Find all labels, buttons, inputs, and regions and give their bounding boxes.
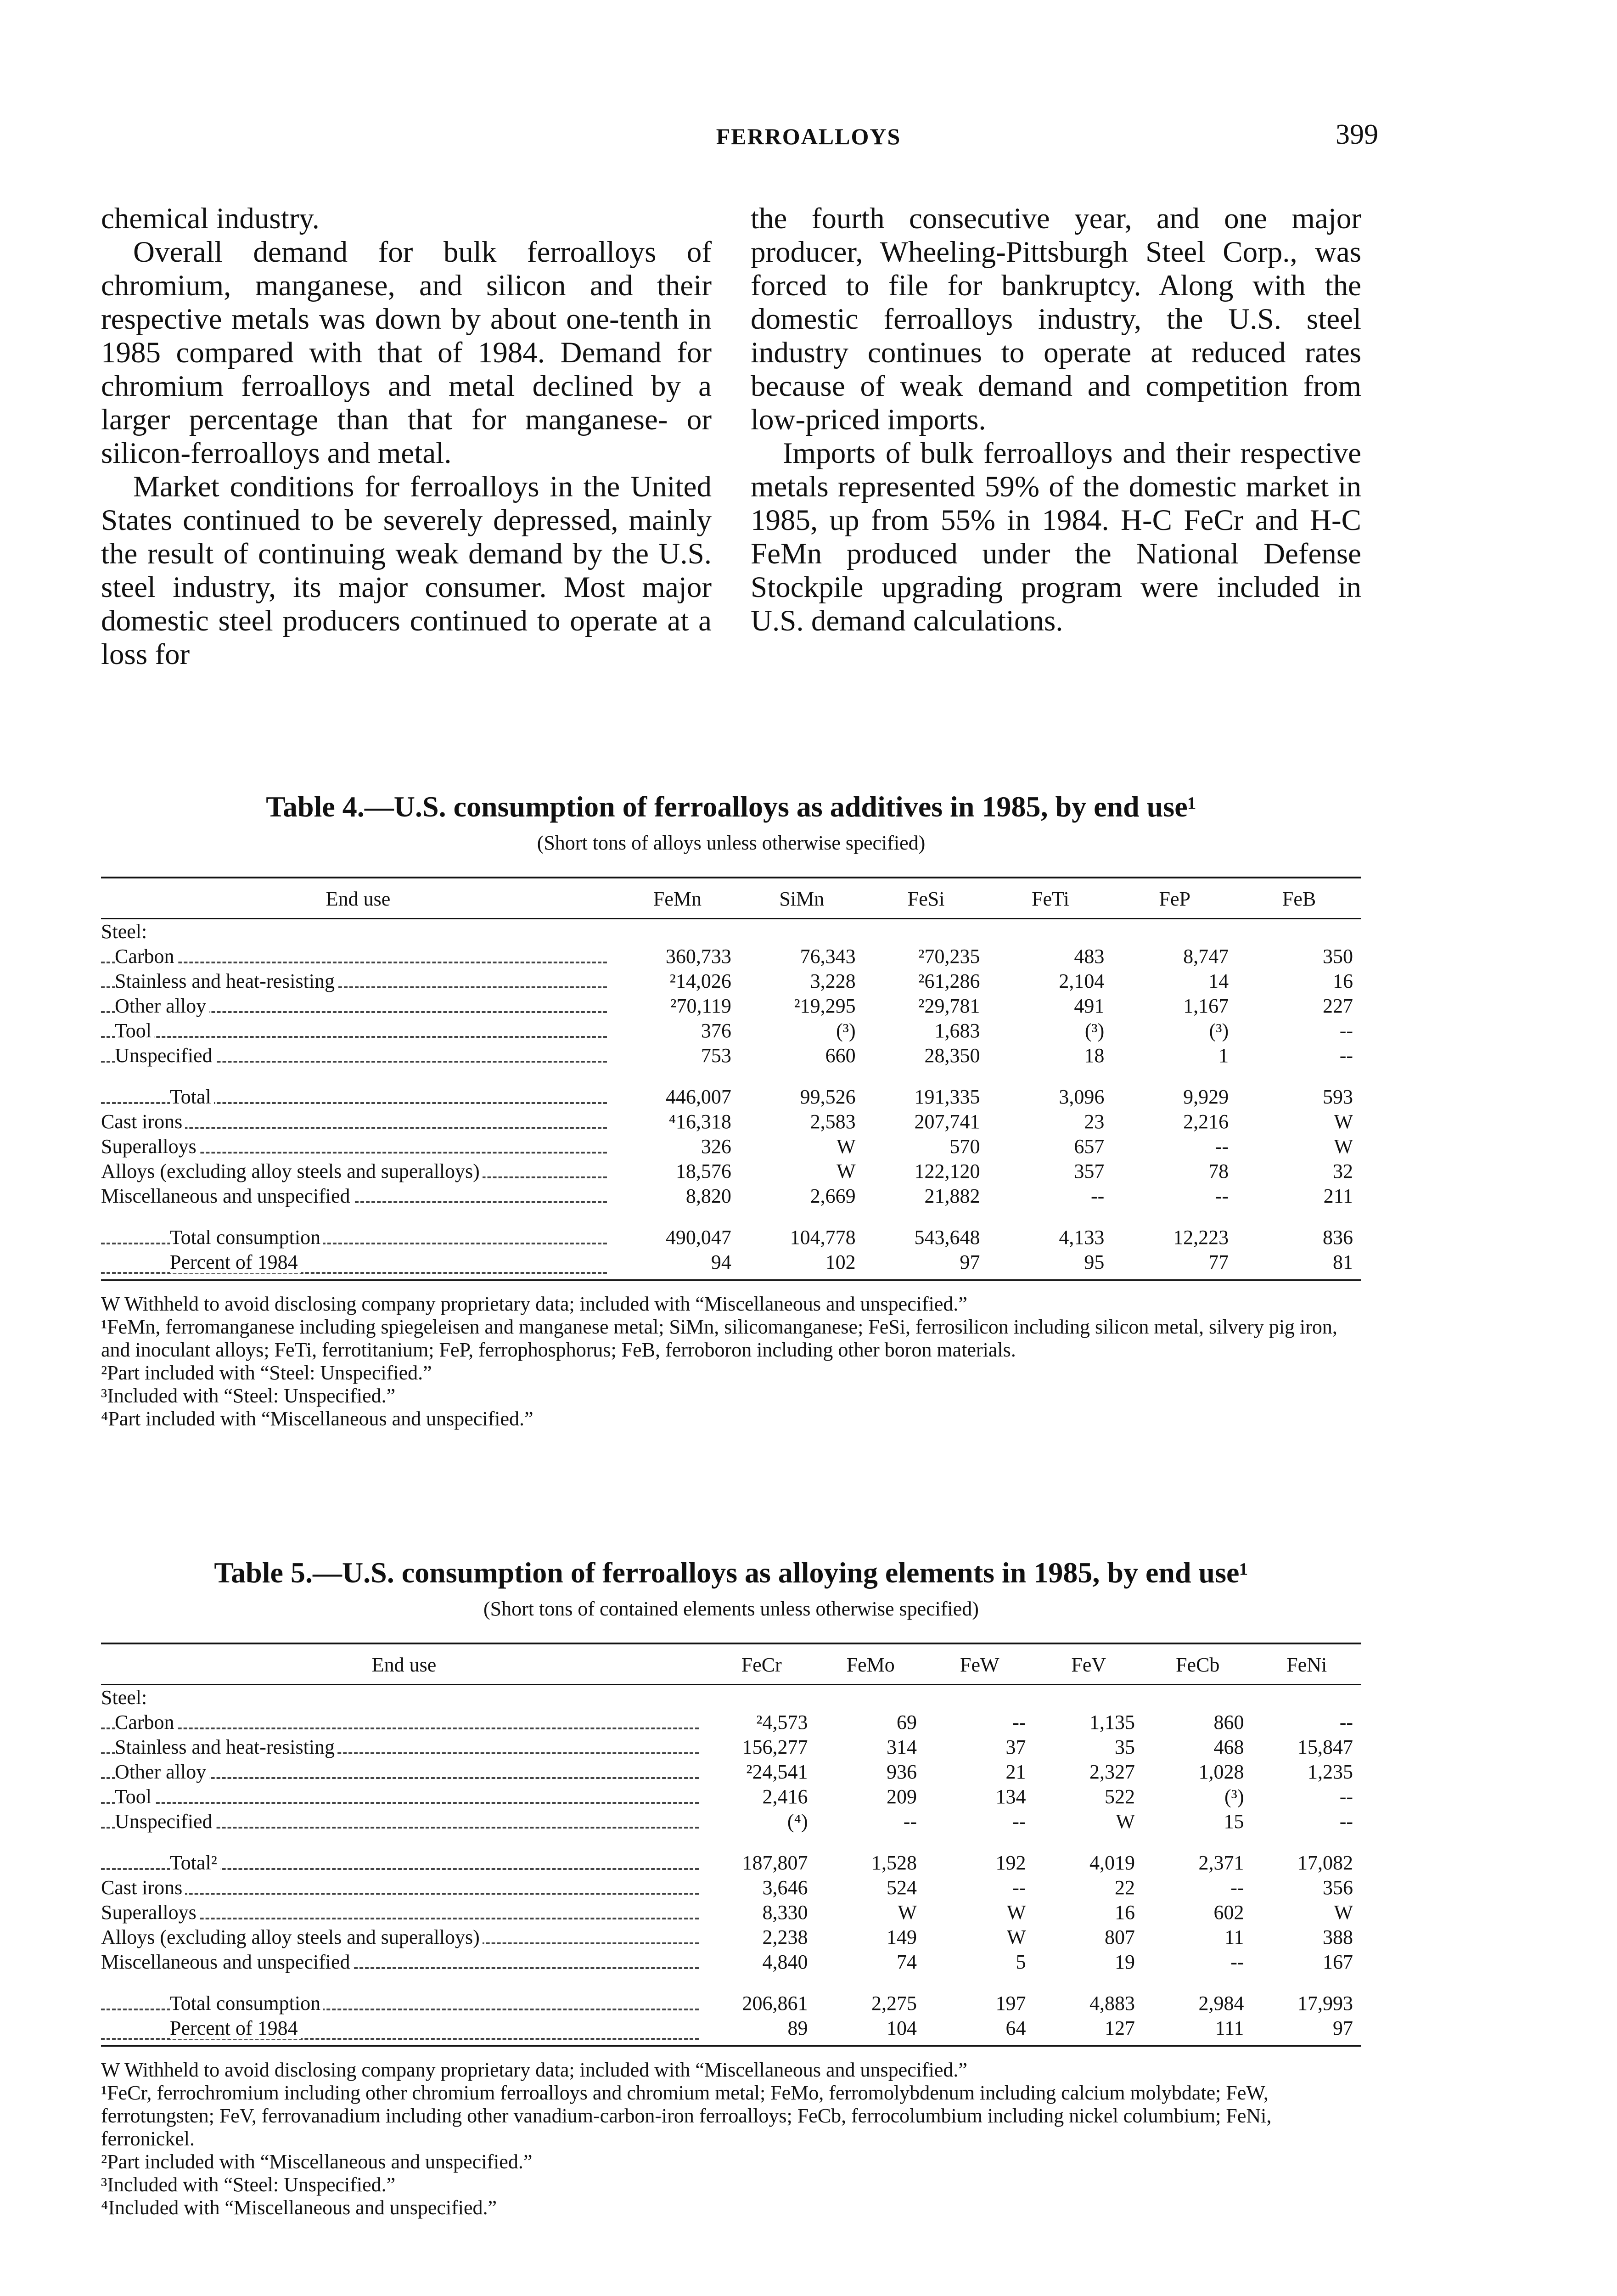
value-cell: 753 — [701, 1044, 731, 1067]
table-row — [101, 2016, 1361, 2046]
data-table — [101, 877, 1361, 1281]
value-cell: -- — [1012, 1711, 1026, 1733]
value-cell: 22 — [1115, 1876, 1135, 1899]
value-cell: 357 — [1074, 1160, 1105, 1182]
value-cell: 360,733 — [665, 945, 731, 968]
value-cell: 1,528 — [871, 1851, 917, 1874]
value-cell: -- — [1339, 1711, 1353, 1733]
value-cell: -- — [1215, 1135, 1229, 1158]
value-cell: 836 — [1323, 1226, 1353, 1249]
value-cell: 14 — [1208, 970, 1229, 992]
footnote: ¹FeMn, ferromanganese including spiegeleisen and manganese metal; SiMn, silicomanganese; FeSi, ferrosilicon including silicon metal, silvery pig iron, and inoculant alloys; FeTi, ferrotitanium; FeP, ferrophosphorus; FeB, ferroboron including other boron materials. — [101, 1316, 1337, 1361]
row-label: Percent of 1984 — [170, 1251, 301, 1273]
value-cell: 37 — [1005, 1736, 1026, 1758]
value-cell: W — [1006, 1901, 1026, 1924]
body-paragraph: the fourth consecutive year, and one major producer, Wheeling-Pittsburgh Steel Corp., was forced to file for bankruptcy. Along with the domestic ferroalloys industry, the U.S. steel industry continues to operate at reduced rates because of weak demand and competition from low-priced imports. — [751, 202, 1361, 436]
table-row — [101, 1950, 1361, 1975]
value-cell: 21 — [1005, 1761, 1026, 1783]
value-cell: 4,883 — [1089, 1992, 1135, 2015]
row-label: Stainless and heat-resisting — [115, 1736, 337, 1758]
column-header: End use — [101, 878, 615, 919]
value-cell: 660 — [825, 1044, 856, 1067]
body-paragraph: Overall demand for bulk ferroalloys of chromium, manganese, and silicon and their respective metals was down by about one-tenth in 1985 compared with that of 1984. Demand for chromium ferroalloys and metal declined by a larger percentage than that for manganese- or silicon-ferroalloys and metal. — [101, 236, 712, 470]
footnote: ¹FeCr, ferrochromium including other chromium ferroalloys and chromium metal; FeMo, ferromolybdenum including calcium molybdate; FeW, ferrotungsten; FeV, ferrovanadium including other vanadium-carbon-iron ferroalloys; FeCb, ferrocolumbium including nickel columbium; FeNi, ferronickel. — [101, 2082, 1272, 2150]
value-cell: 860 — [1213, 1711, 1244, 1733]
spacer-cell — [101, 1068, 1361, 1085]
value-cell: 2,416 — [762, 1785, 808, 1808]
column-header: FeMn — [615, 878, 740, 919]
row-label: Cast irons — [101, 1110, 185, 1133]
row-label-cell — [101, 1134, 615, 1159]
value-cell: 206,861 — [742, 1992, 808, 2015]
table-5 — [101, 1556, 1361, 2219]
value-cell: 807 — [1105, 1926, 1135, 1948]
row-label: Total — [170, 1086, 214, 1108]
row-label: Unspecified — [115, 1810, 215, 1833]
row-label: Stainless and heat-resisting — [115, 970, 337, 992]
table-row — [101, 1900, 1361, 1925]
row-label-cell — [101, 1710, 707, 1735]
value-cell: 4,019 — [1089, 1851, 1135, 1874]
row-label: Tool — [115, 1785, 154, 1808]
value-cell: 21,882 — [924, 1185, 980, 1207]
value-cell: (⁴) — [787, 1810, 808, 1833]
value-cell: 95 — [988, 1250, 1112, 1280]
value-cell: 2,275 — [871, 1992, 917, 2015]
value-cell: 17,082 — [1297, 1851, 1353, 1874]
table-row — [101, 1134, 1361, 1159]
table-subtitle: (Short tons of contained elements unless otherwise specified) — [483, 1598, 979, 1620]
value-cell: 490,047 — [665, 1226, 731, 1249]
row-label: Carbon — [115, 1711, 177, 1733]
value-cell: ²24,541 — [746, 1761, 808, 1783]
value-cell: 227 — [1323, 995, 1353, 1017]
row-spacer — [101, 1834, 1361, 1851]
row-label: Miscellaneous and unspecified — [101, 1951, 353, 1973]
value-cell: -- — [1230, 1951, 1244, 1973]
row-label-cell — [101, 1809, 707, 1834]
running-title: FERROALLOYS — [716, 124, 901, 149]
body-paragraph: chemical industry. — [101, 202, 320, 235]
value-cell: 2,216 — [1183, 1110, 1229, 1133]
value-cell: 593 — [1323, 1086, 1353, 1108]
value-cell: 936 — [887, 1761, 917, 1783]
column-header: End use — [101, 1643, 707, 1685]
value-cell: 12,223 — [1173, 1226, 1229, 1249]
value-cell: 18,576 — [675, 1160, 731, 1182]
value-cell: -- — [1339, 1019, 1353, 1042]
value-cell: 1,235 — [1308, 1761, 1353, 1783]
table-row — [101, 1109, 1361, 1134]
value-cell: 2,583 — [810, 1110, 856, 1133]
value-cell: 2,984 — [1198, 1992, 1244, 2015]
value-cell: 207,741 — [914, 1110, 980, 1133]
group-label: Steel: — [101, 1686, 150, 1709]
value-cell: 156,277 — [742, 1736, 808, 1758]
body-column-right — [751, 202, 1361, 638]
value-cell: 18 — [1084, 1044, 1105, 1067]
value-cell: 446,007 — [665, 1086, 731, 1108]
row-label-cell — [101, 1735, 707, 1760]
table-row — [101, 1159, 1361, 1184]
value-cell: -- — [903, 1810, 917, 1833]
table-row — [101, 1685, 1361, 1711]
column-header: FeNi — [1252, 1643, 1362, 1685]
value-cell: 15 — [1224, 1810, 1244, 1833]
page-number: 399 — [1336, 119, 1378, 150]
value-cell: 2,669 — [810, 1185, 856, 1207]
table-footnotes — [101, 1293, 1361, 1430]
value-cell: -- — [1012, 1876, 1026, 1899]
table-row — [101, 1043, 1361, 1068]
table-footnotes — [101, 2059, 1361, 2219]
column-header: FeSi — [864, 878, 988, 919]
value-cell: 1,167 — [1183, 995, 1229, 1017]
value-cell: 76,343 — [800, 945, 856, 968]
value-cell: 35 — [1115, 1736, 1135, 1758]
value-cell: (³) — [1209, 1019, 1229, 1042]
row-label-cell — [101, 1159, 615, 1184]
row-label-cell — [101, 1851, 707, 1875]
value-cell: 2,327 — [1089, 1761, 1135, 1783]
table-row — [101, 944, 1361, 969]
row-spacer — [101, 1209, 1361, 1225]
value-cell: 350 — [1323, 945, 1353, 968]
table-row — [101, 1250, 1361, 1280]
value-cell: 570 — [949, 1135, 980, 1158]
row-label: Total consumption — [170, 1226, 323, 1249]
row-label: Total² — [170, 1851, 220, 1874]
value-cell: 99,526 — [800, 1086, 856, 1108]
column-header: SiMn — [740, 878, 864, 919]
row-label-cell — [101, 1875, 707, 1900]
value-cell: W — [1334, 1135, 1353, 1158]
value-cell: 314 — [887, 1736, 917, 1758]
value-cell: 522 — [1105, 1785, 1135, 1808]
row-label-cell — [101, 1900, 707, 1925]
value-cell: 97 — [864, 1250, 988, 1280]
row-label-cell — [101, 1225, 615, 1250]
row-label: Total consumption — [170, 1992, 323, 2015]
footnote: ²Part included with “Miscellaneous and unspecified.” — [101, 2150, 533, 2173]
group-label: Steel: — [101, 920, 150, 943]
spacer-cell — [101, 1209, 1361, 1225]
value-cell: W — [1334, 1901, 1353, 1924]
table-4 — [101, 790, 1361, 1430]
table-row — [101, 1760, 1361, 1784]
row-label: Other alloy — [115, 1761, 209, 1783]
row-label: Other alloy — [115, 995, 209, 1017]
column-header: FeTi — [988, 878, 1112, 919]
table-row — [101, 1710, 1361, 1735]
row-label-cell — [101, 1019, 615, 1043]
row-label-cell — [101, 2016, 707, 2046]
value-cell: (³) — [1224, 1785, 1244, 1808]
row-label: Cast irons — [101, 1876, 185, 1899]
value-cell: ²14,026 — [669, 970, 731, 992]
value-cell: 602 — [1213, 1901, 1244, 1924]
footnote: W Withheld to avoid disclosing company proprietary data; included with “Miscellaneous and unspecified.” — [101, 2059, 967, 2081]
value-cell: 191,335 — [914, 1086, 980, 1108]
value-cell: 4,133 — [1059, 1226, 1105, 1249]
value-cell: 483 — [1074, 945, 1105, 968]
table-row — [101, 1085, 1361, 1109]
value-cell: ²70,119 — [670, 995, 731, 1017]
spacer-cell — [101, 1975, 1361, 1991]
table-row — [101, 1225, 1361, 1250]
table-row — [101, 1735, 1361, 1760]
value-cell: -- — [1339, 1785, 1353, 1808]
value-cell: 17,993 — [1297, 1992, 1353, 2015]
value-cell: 211 — [1323, 1185, 1353, 1207]
row-label-cell — [101, 1784, 707, 1809]
row-label: Superalloys — [101, 1135, 199, 1158]
table-row — [101, 1851, 1361, 1875]
value-cell: 15,847 — [1297, 1736, 1353, 1758]
value-cell: 543,648 — [914, 1226, 980, 1249]
value-cell: 4,840 — [762, 1951, 808, 1973]
row-label: Tool — [115, 1019, 154, 1042]
table-title: Table 5.—U.S. consumption of ferroalloys as alloying elements in 1985, by end use¹ — [214, 1556, 1248, 1589]
row-spacer — [101, 1068, 1361, 1085]
value-cell: 8,330 — [762, 1901, 808, 1924]
column-header: FeB — [1237, 878, 1361, 919]
table-row — [101, 994, 1361, 1019]
value-cell: 197 — [995, 1992, 1026, 2015]
value-cell: 19 — [1115, 1951, 1135, 1973]
value-cell: 94 — [615, 1250, 740, 1280]
row-label: Carbon — [115, 945, 177, 968]
value-cell: -- — [1230, 1876, 1244, 1899]
value-cell: ²29,781 — [918, 995, 980, 1017]
table-row — [101, 1925, 1361, 1950]
value-cell: ²61,286 — [918, 970, 980, 992]
value-cell: 1,028 — [1198, 1761, 1244, 1783]
value-cell: 77 — [1112, 1250, 1237, 1280]
value-cell: 149 — [887, 1926, 917, 1948]
table-row — [101, 1875, 1361, 1900]
value-cell: 376 — [701, 1019, 731, 1042]
value-cell: (³) — [836, 1019, 856, 1042]
value-cell: ²70,235 — [918, 945, 980, 968]
row-label: Unspecified — [115, 1044, 215, 1067]
value-cell: 64 — [925, 2016, 1034, 2046]
value-cell: 5 — [1016, 1951, 1026, 1973]
footnote: ⁴Part included with “Miscellaneous and unspecified.” — [101, 1407, 533, 1430]
value-cell: 388 — [1323, 1926, 1353, 1948]
value-cell: 104,778 — [790, 1226, 856, 1249]
value-cell: 468 — [1213, 1736, 1244, 1758]
row-label-cell — [101, 1991, 707, 2016]
value-cell: 69 — [897, 1711, 917, 1733]
group-label-cell — [101, 919, 1361, 945]
value-cell: 2,238 — [762, 1926, 808, 1948]
value-cell: 97 — [1252, 2016, 1362, 2046]
table-row — [101, 1809, 1361, 1834]
value-cell: 3,096 — [1059, 1086, 1105, 1108]
row-label-cell — [101, 1760, 707, 1784]
column-header: FeCb — [1143, 1643, 1252, 1685]
value-cell: 657 — [1074, 1135, 1105, 1158]
value-cell: 2,104 — [1059, 970, 1105, 992]
row-label: Percent of 1984 — [170, 2017, 301, 2039]
value-cell: (³) — [1084, 1019, 1105, 1042]
table-title: Table 4.—U.S. consumption of ferroalloys as additives in 1985, by end use¹ — [266, 790, 1196, 823]
row-label: Miscellaneous and unspecified — [101, 1185, 353, 1207]
column-header: FeMo — [816, 1643, 926, 1685]
value-cell: 32 — [1333, 1160, 1353, 1182]
row-label: Alloys (excluding alloy steels and superalloys) — [101, 1160, 483, 1182]
value-cell: ²19,295 — [794, 995, 856, 1017]
value-cell: 491 — [1074, 995, 1105, 1017]
value-cell: 134 — [995, 1785, 1026, 1808]
value-cell: 16 — [1115, 1901, 1135, 1924]
row-label-cell — [101, 1250, 615, 1280]
table-row — [101, 1991, 1361, 2016]
value-cell: 1 — [1218, 1044, 1229, 1067]
table-subtitle: (Short tons of alloys unless otherwise specified) — [537, 832, 926, 854]
table-row — [101, 919, 1361, 945]
row-spacer — [101, 1975, 1361, 1991]
column-header: FeV — [1034, 1643, 1144, 1685]
row-label-cell — [101, 1085, 615, 1109]
spacer-cell — [101, 1834, 1361, 1851]
value-cell: 167 — [1323, 1951, 1353, 1973]
value-cell: -- — [1091, 1185, 1105, 1207]
footnote: ⁴Included with “Miscellaneous and unspecified.” — [101, 2196, 497, 2219]
value-cell: 78 — [1208, 1160, 1229, 1182]
footnote: ³Included with “Steel: Unspecified.” — [101, 2173, 396, 2196]
value-cell: W — [837, 1160, 856, 1182]
value-cell: 104 — [816, 2016, 926, 2046]
value-cell: 16 — [1333, 970, 1353, 992]
value-cell: 127 — [1034, 2016, 1144, 2046]
group-label-cell — [101, 1685, 1361, 1711]
value-cell: W — [837, 1135, 856, 1158]
value-cell: 2,371 — [1198, 1851, 1244, 1874]
value-cell: -- — [1012, 1810, 1026, 1833]
body-column-left — [101, 202, 712, 671]
value-cell: 1,683 — [934, 1019, 980, 1042]
table-row — [101, 1784, 1361, 1809]
row-label-cell — [101, 969, 615, 994]
row-label: Superalloys — [101, 1901, 199, 1924]
value-cell: W — [1334, 1110, 1353, 1133]
row-label-cell — [101, 1109, 615, 1134]
value-cell: 28,350 — [924, 1044, 980, 1067]
row-label-cell — [101, 944, 615, 969]
value-cell: -- — [1339, 1044, 1353, 1067]
value-cell: W — [1116, 1810, 1135, 1833]
value-cell: 326 — [701, 1135, 731, 1158]
column-header: FeW — [925, 1643, 1034, 1685]
value-cell: -- — [1215, 1185, 1229, 1207]
value-cell: 3,228 — [810, 970, 856, 992]
value-cell: 3,646 — [762, 1876, 808, 1899]
column-header: FeP — [1112, 878, 1237, 919]
value-cell: ⁴16,318 — [668, 1110, 731, 1133]
value-cell: ²4,573 — [756, 1711, 808, 1733]
value-cell: 187,807 — [742, 1851, 808, 1874]
value-cell: 102 — [740, 1250, 864, 1280]
value-cell: 192 — [995, 1851, 1026, 1874]
value-cell: W — [898, 1901, 917, 1924]
value-cell: 1,135 — [1089, 1711, 1135, 1733]
table-row — [101, 1184, 1361, 1209]
row-label: Alloys (excluding alloy steels and superalloys) — [101, 1926, 483, 1948]
body-paragraph: Market conditions for ferroalloys in the United States continued to be severely depressed, mainly the result of continuing weak demand by the U.S. steel industry, its major consumer. Most major domestic steel producers continued to operate at a loss for — [101, 470, 712, 671]
row-label-cell — [101, 1925, 707, 1950]
value-cell: 8,747 — [1183, 945, 1229, 968]
value-cell: 23 — [1084, 1110, 1105, 1133]
data-table — [101, 1643, 1361, 2047]
row-label-cell — [101, 1950, 707, 1975]
value-cell: 81 — [1237, 1250, 1361, 1280]
value-cell: 89 — [707, 2016, 816, 2046]
table-row — [101, 969, 1361, 994]
footnote: W Withheld to avoid disclosing company proprietary data; included with “Miscellaneous and unspecified.” — [101, 1293, 967, 1315]
value-cell: W — [1006, 1926, 1026, 1948]
row-label-cell — [101, 1043, 615, 1068]
value-cell: 74 — [897, 1951, 917, 1973]
column-header: FeCr — [707, 1643, 816, 1685]
value-cell: 524 — [887, 1876, 917, 1899]
value-cell: 8,820 — [685, 1185, 731, 1207]
value-cell: 11 — [1224, 1926, 1244, 1948]
value-cell: 9,929 — [1183, 1086, 1229, 1108]
value-cell: 356 — [1323, 1876, 1353, 1899]
row-label-cell — [101, 1184, 615, 1209]
value-cell: 122,120 — [914, 1160, 980, 1182]
value-cell: 209 — [887, 1785, 917, 1808]
body-paragraph: Imports of bulk ferroalloys and their respective metals represented 59% of the domestic market in 1985, up from 55% in 1984. H-C FeCr and H-C FeMn produced under the National Defense Stockpile upgrading program were included in U.S. demand calculations. — [751, 437, 1361, 637]
footnote: ²Part included with “Steel: Unspecified.” — [101, 1362, 432, 1384]
value-cell: 111 — [1143, 2016, 1252, 2046]
row-label-cell — [101, 994, 615, 1019]
value-cell: -- — [1339, 1810, 1353, 1833]
table-row — [101, 1019, 1361, 1043]
footnote: ³Included with “Steel: Unspecified.” — [101, 1384, 396, 1407]
